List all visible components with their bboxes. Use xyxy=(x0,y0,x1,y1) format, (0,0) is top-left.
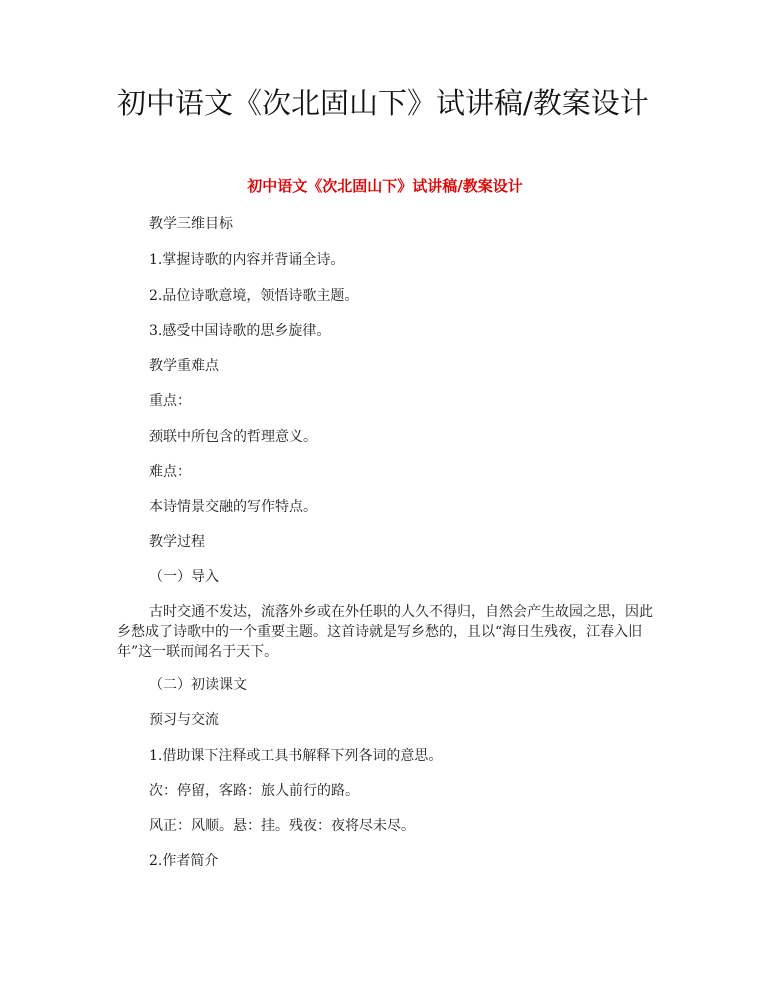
section-heading-objectives: 教学三维目标 xyxy=(149,216,233,232)
key-point-text: 颈联中所包含的哲理意义。 xyxy=(149,429,317,445)
vocab-line-2: 风正：风顺。悬：挂。残夜：夜将尽未尽。 xyxy=(149,818,415,834)
difficulty-label: 难点： xyxy=(149,464,191,480)
document-title: 初中语文《次北固山下》试讲稿/教案设计 xyxy=(117,86,649,120)
intro-paragraph: 古时交通不发达，流落外乡或在外任职的人久不得归，自然会产生故园之思，因此乡愁成了诗歌中的一个重要主题。这首诗就是写乡愁的，且以“海日生残夜，江春入旧年”这一联而闻名于天下。 xyxy=(117,604,653,660)
preview-heading: 预习与交流 xyxy=(149,712,219,728)
document-subtitle: 初中语文《次北固山下》试讲稿/教案设计 xyxy=(247,177,523,195)
vocab-task: 1.借助课下注释或工具书解释下列各词的意思。 xyxy=(149,748,443,764)
vocab-line-1: 次：停留，客路：旅人前行的路。 xyxy=(149,783,359,799)
key-point-label: 重点： xyxy=(149,393,191,409)
objective-item-1: 1.掌握诗歌的内容并背诵全诗。 xyxy=(149,252,345,268)
author-intro-heading: 2.作者简介 xyxy=(149,853,219,869)
section-heading-process: 教学过程 xyxy=(149,534,205,550)
section-heading-key-points: 教学重难点 xyxy=(149,358,219,374)
objective-item-2: 2.品位诗歌意境，领悟诗歌主题。 xyxy=(149,288,359,304)
difficulty-text: 本诗情景交融的写作特点。 xyxy=(149,499,317,515)
process-step-reading: （二）初读课文 xyxy=(149,677,247,693)
objective-item-3: 3.感受中国诗歌的思乡旋律。 xyxy=(149,323,331,339)
process-step-intro: （一）导入 xyxy=(149,569,219,585)
